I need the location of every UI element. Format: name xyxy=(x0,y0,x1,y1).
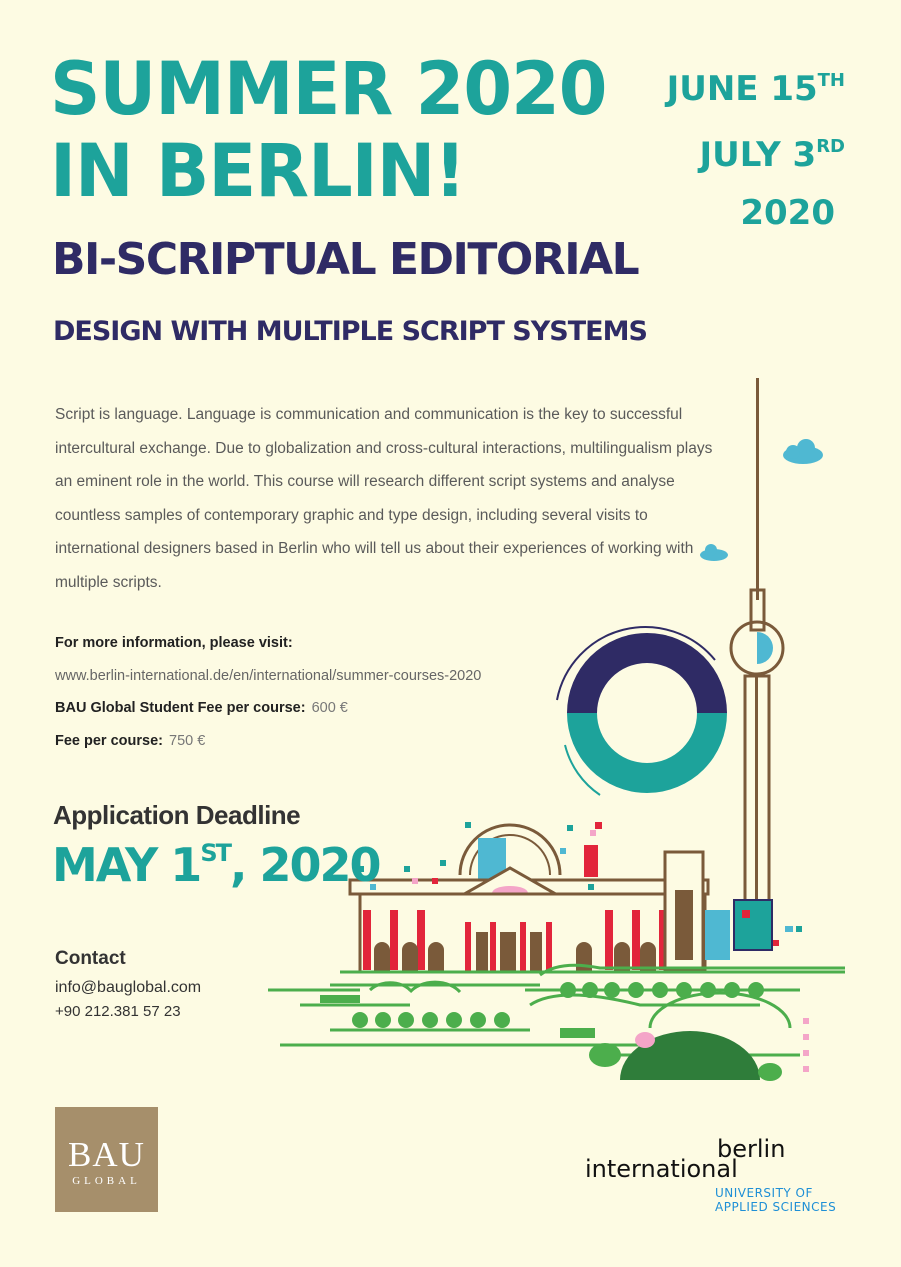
course-dates xyxy=(667,52,845,242)
poster: SUMMER 2020 IN BERLIN! JUNE 15TH JULY 3RD 2020 BI-SCRIPTUAL EDITORIAL DESIGN WITH MULTIPLE SCRIPT SYSTEMS Script is language. Language is communication and communication is the key to successful intercultural exchange. Due to globalization and cross-cultural interactions, multilingualism plays an eminent role in the world. This course will research different script systems and analyse countless samples of contemporary graphic and type design, including several visits to international designers based in Berlin who will tell us about their experiences of working with multiple scripts. For more information, please visit: www.berlin-international.de/en/international/summer-courses-2020 BAU Global Student Fee per course: 600 € Fee per course: 750 € Application Deadline MAY 1ST, 2020 Contact info@bauglobal.com +90 212.381 57 23 BAU GLOBAL berlin international UNIVERSITY OF APPLIED SCIENCES xyxy=(0,0,901,1267)
cloud-icon xyxy=(783,439,823,464)
bau-global-logo: BAU GLOBAL xyxy=(55,1107,158,1212)
contact-block xyxy=(55,948,201,1024)
course-subtitle: DESIGN WITH MULTIPLE SCRIPT SYSTEMS xyxy=(53,316,647,347)
contact-phone: +90 212.381 57 23 xyxy=(55,1003,181,1020)
headline xyxy=(50,45,607,215)
course-description: Script is language. Language is communication and communication is the key to successful intercultural exchange. Due to globalization and cross-cultural interactions, multilingualism plays an eminent role in the world. This course will research different script systems and analyse countless samples of contemporary graphic and type design, including several visits to international designers based in Berlin who will tell us about their experiences of working with multiple scripts. xyxy=(55,406,713,591)
fee-value: 750 € xyxy=(169,732,206,749)
headline-line-2: IN BERLIN! xyxy=(50,127,466,215)
park-greenery xyxy=(268,965,845,1055)
donut-graphic xyxy=(557,627,727,795)
contact-heading: Contact xyxy=(55,948,126,969)
info-url-link[interactable]: www.berlin-international.de/en/international/summer-courses-2020 xyxy=(55,667,482,684)
tv-tower xyxy=(731,378,783,950)
contact-email-link[interactable]: info@bauglobal.com xyxy=(55,979,202,996)
deadline-label: Application Deadline xyxy=(53,800,301,830)
bau-fee-label: BAU Global Student Fee per course: xyxy=(55,700,306,716)
course-year: 2020 xyxy=(740,193,835,233)
headline-line-1: SUMMER 2020 xyxy=(50,45,607,133)
start-date: JUNE 15TH xyxy=(666,69,845,109)
end-date: JULY 3RD xyxy=(699,135,845,175)
fee-label: Fee per course: xyxy=(55,732,163,749)
info-block xyxy=(55,627,481,757)
reichstag-building xyxy=(350,825,730,972)
deadline-date: MAY 1ST, 2020 xyxy=(52,838,380,892)
course-title: BI-SCRIPTUAL EDITORIAL xyxy=(52,234,639,285)
bau-fee-value: 600 € xyxy=(311,700,348,716)
more-info-label: For more information, please visit: xyxy=(55,635,293,651)
